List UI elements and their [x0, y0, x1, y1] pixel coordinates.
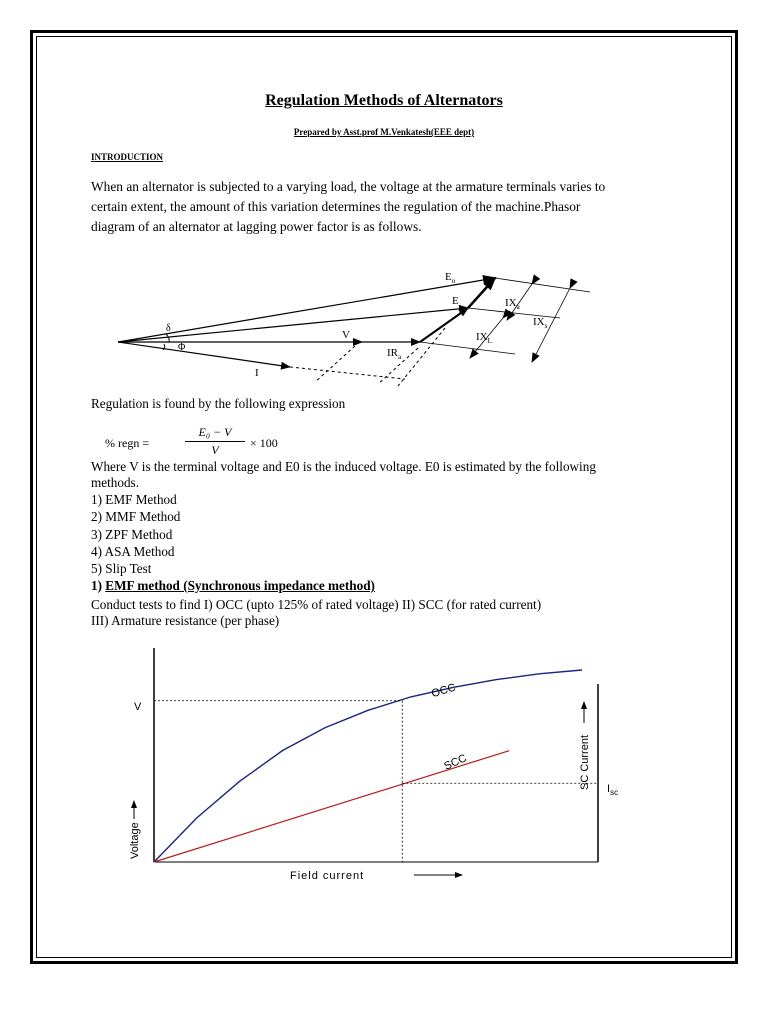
- formula-fraction-bar: [185, 441, 245, 442]
- formula-denominator: V: [211, 443, 219, 457]
- method-item: 4) ASA Method: [91, 544, 175, 559]
- e0-label: $E_o$: [445, 271, 456, 285]
- ixs-label: $IX_s$: [533, 316, 548, 330]
- emf-heading-text: EMF method (Synchronous impedance method): [105, 578, 375, 593]
- occ-scc-chart: [100, 640, 620, 895]
- i-phasor: [118, 342, 290, 367]
- y2label-group: [579, 702, 591, 790]
- emf-heading-number: 1): [91, 578, 102, 593]
- guide-dashed: [315, 346, 355, 382]
- method-item: 2) MMF Method: [91, 509, 181, 524]
- document-title: Regulation Methods of Alternators: [265, 92, 503, 109]
- ixl-phasor: [420, 308, 468, 342]
- intro-paragraph: [91, 177, 681, 237]
- formula-multiplier: × 100: [250, 436, 278, 450]
- conduct-line-2: III) Armature resistance (per phase): [91, 613, 280, 628]
- delta-label: δ: [166, 323, 171, 334]
- i-label: I: [255, 367, 259, 379]
- formula-numerator: E₀ − V: [198, 425, 232, 439]
- v-label: V: [342, 329, 350, 341]
- ira-label: $IR_a$: [387, 347, 402, 361]
- method-item: 1) EMF Method: [91, 492, 177, 507]
- isc-label: $I_{sc}$: [607, 783, 619, 797]
- where-line-2: methods.: [91, 475, 139, 490]
- regulation-text: Regulation is found by the following expression: [91, 396, 346, 411]
- formula-lhs: % regn =: [105, 436, 150, 450]
- guide-line: [495, 278, 590, 292]
- ylabel-group: [129, 801, 141, 859]
- method-item: 3) ZPF Method: [91, 527, 173, 542]
- i-extension-dashed: [290, 367, 405, 379]
- scc-label: SCC: [442, 752, 469, 773]
- v-label: V: [134, 701, 142, 713]
- intro-line: certain extent, the amount of this variation determines the regulation of the machine.Phasor: [91, 199, 581, 214]
- y-axis-label: Voltage: [129, 822, 141, 859]
- occ-label: OCC: [430, 681, 458, 701]
- method-item: 5) Slip Test: [91, 561, 152, 576]
- guide-dashed: [398, 328, 445, 386]
- intro-heading: INTRODUCTION: [91, 152, 164, 162]
- intro-line: diagram of an alternator at lagging power factor is as follows.: [91, 219, 422, 234]
- where-line-1: Where V is the terminal voltage and E0 is the induced voltage. E0 is estimated by the following: [91, 459, 596, 474]
- phi-label: Φ: [178, 342, 186, 353]
- phasor-diagram: [100, 258, 620, 393]
- e0-phasor: [118, 278, 495, 342]
- x-axis-label: Field current: [290, 870, 365, 882]
- emf-heading: [91, 577, 375, 594]
- conduct-line-1: Conduct tests to find I) OCC (upto 125% of rated voltage) II) SCC (for rated current): [91, 597, 542, 612]
- ixa-label: $IX_a$: [505, 297, 520, 311]
- y2-axis-label: SC Current: [579, 734, 591, 790]
- ixl-label: $IX_L$: [476, 331, 492, 345]
- intro-line: When an alternator is subjected to a varying load, the voltage at the armature terminals varies to: [91, 179, 606, 194]
- occ-curve: [154, 670, 582, 862]
- e-label: E: [452, 295, 459, 307]
- guide-line: [420, 342, 515, 354]
- prepared-by: Prepared by Asst.prof M.Venkatesh(EEE dept): [293, 127, 475, 137]
- delta-arc: [166, 334, 169, 342]
